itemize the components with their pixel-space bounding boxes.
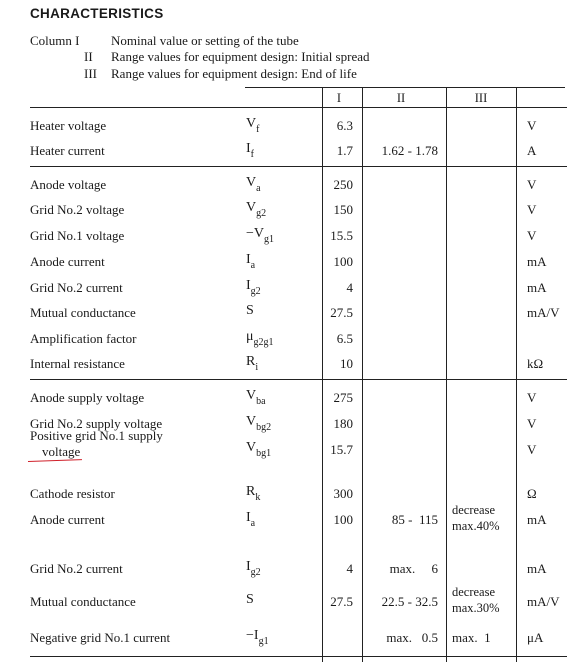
parameter-name: Anode current [30,254,105,269]
symbol-main: I [246,141,251,156]
value-col-i: 180 [333,416,353,431]
symbol-main: R [246,484,256,499]
parameter-symbol [246,388,266,407]
table-rule [30,379,567,380]
symbol-main: I [246,559,251,574]
table-rule [245,87,565,88]
parameter-name-cont: voltage [42,444,81,459]
symbol-subscript: bg1 [256,448,272,459]
symbol-main: S [246,592,254,607]
value-col-ii: 1.62 - 1.78 [381,143,438,158]
unit: V [527,442,537,457]
parameter-symbol [246,141,254,160]
symbol-subscript: a [250,518,256,529]
table-rule [30,166,567,167]
parameter-name: Mutual conductance [30,305,136,320]
legend-key: III [84,66,97,81]
symbol-main: V [246,116,257,131]
parameter-name: Grid No.1 voltage [30,228,125,243]
value-col-i: 4 [346,280,353,295]
column-divider [322,87,323,662]
unit: V [527,202,537,217]
unit: mA [527,512,547,527]
value-col-i: 300 [333,486,353,501]
parameter-symbol [246,116,259,135]
parameter-name: Amplification factor [30,331,137,346]
parameter-name: Grid No.2 voltage [30,202,125,217]
symbol-main: R [246,354,256,369]
parameter-symbol [246,200,266,219]
parameter-name: Heater current [30,143,105,158]
parameter-name: Anode current [30,512,105,527]
symbol-subscript: g2 [256,208,267,219]
parameter-symbol [246,329,274,348]
symbol-main: V [246,388,257,403]
parameter-symbol [246,414,271,433]
symbol-subscript: g1 [258,636,269,647]
unit: mA [527,561,547,576]
symbol-prefix: − [246,628,254,643]
unit: mA/V [527,305,560,320]
parameter-name: Grid No.2 current [30,280,123,295]
table-rule [30,656,567,657]
symbol-subscript: f [256,124,260,135]
unit: V [527,390,537,405]
symbol-main: μ [246,329,254,344]
parameter-symbol [246,226,274,245]
unit: A [527,143,537,158]
value-col-i: 4 [346,561,353,576]
symbol-main: I [246,252,251,267]
parameter-symbol [246,175,261,194]
symbol-main: V [246,414,257,429]
symbol-subscript: f [250,149,255,160]
unit: mA/V [527,594,560,609]
symbol-main: S [246,303,254,318]
symbol-main: V [246,440,257,455]
symbol-main: I [253,628,259,643]
value-col-ii: max. 6 [389,561,438,576]
value-col-i: 6.3 [336,118,353,133]
parameter-name: Cathode resistor [30,486,115,501]
legend-row-1 [30,33,79,49]
symbol-main: I [246,278,251,293]
value-col-i: 1.7 [336,143,353,158]
symbol-main: I [246,510,251,525]
value-col-i: 100 [333,512,353,527]
parameter-symbol [246,592,254,608]
parameter-symbol [246,354,258,373]
symbol-main: V [246,200,257,215]
value-col-i: 10 [340,356,353,371]
parameter-name: Negative grid No.1 current [30,630,171,645]
parameter-symbol [246,440,271,459]
value-col-i: 250 [333,177,353,192]
symbol-main: V [246,175,257,190]
column-divider [362,87,363,662]
column-header-ii: II [396,91,406,105]
value-col-i: 100 [333,254,353,269]
symbol-main: V [253,226,265,241]
value-col-iii: decrease [452,585,496,599]
unit: mA [527,254,547,269]
value-col-i: 275 [333,390,353,405]
unit: V [527,177,537,192]
characteristics-heading: CHARACTERISTICS [30,6,164,21]
value-col-iii-cont: max.40% [452,519,500,533]
value-col-i: 6.5 [336,331,353,346]
symbol-subscript: g1 [264,234,275,245]
value-col-iii: max. 1 [452,630,491,645]
legend-text: Range values for equipment design: Initial spread [111,49,370,64]
unit: V [527,416,537,431]
value-col-iii-cont: max.30% [452,601,500,615]
parameter-name: Mutual conductance [30,594,136,609]
value-col-i: 150 [333,202,353,217]
parameter-name: Internal resistance [30,356,125,371]
unit: Ω [527,486,537,501]
symbol-subscript: g2 [250,567,261,578]
value-col-ii: 22.5 - 32.5 [381,594,438,609]
parameter-symbol [246,484,260,503]
table-rule [30,107,567,108]
unit: kΩ [527,356,544,371]
value-col-ii: max. 0.5 [386,630,438,645]
unit: mA [527,280,547,295]
symbol-subscript: ba [256,396,266,407]
value-col-i: 15.5 [330,228,353,243]
symbol-subscript: bg2 [256,422,272,433]
symbol-subscript: g2 [250,286,261,297]
legend-key: Column I [30,33,80,48]
parameter-symbol [246,510,255,529]
legend-text: Nominal value or setting of the tube [111,33,299,48]
parameter-symbol [246,559,261,578]
symbol-subscript: k [255,492,261,503]
parameter-symbol [246,628,269,647]
red-annotation-underline [28,459,82,462]
symbol-subscript: a [256,183,261,194]
symbol-subscript: a [250,260,256,271]
parameter-name: Anode supply voltage [30,390,145,405]
column-divider [446,87,447,662]
value-col-i: 27.5 [330,305,353,320]
parameter-name: Grid No.2 current [30,561,123,576]
column-divider [516,87,517,662]
parameter-name: Positive grid No.1 supply [30,428,163,443]
parameter-symbol [246,252,255,271]
column-header-iii: III [474,91,488,105]
legend-key: II [84,49,93,64]
unit: μA [527,630,544,645]
value-col-i: 27.5 [330,594,353,609]
parameter-name: Heater voltage [30,118,107,133]
value-col-ii: 85 - 115 [391,512,438,527]
value-col-iii: decrease [452,503,496,517]
unit: V [527,118,537,133]
symbol-prefix: − [246,226,254,241]
symbol-subscript: i [255,362,259,373]
parameter-symbol [246,303,254,319]
column-header-i: I [336,91,342,105]
parameter-name: Anode voltage [30,177,107,192]
legend-text: Range values for equipment design: End of life [111,66,357,81]
parameter-symbol [246,278,261,297]
symbol-subscript: g2g1 [253,337,274,348]
value-col-i: 15.7 [330,442,353,457]
unit: V [527,228,537,243]
parameter-name: Grid No.2 supply voltage [30,416,163,431]
